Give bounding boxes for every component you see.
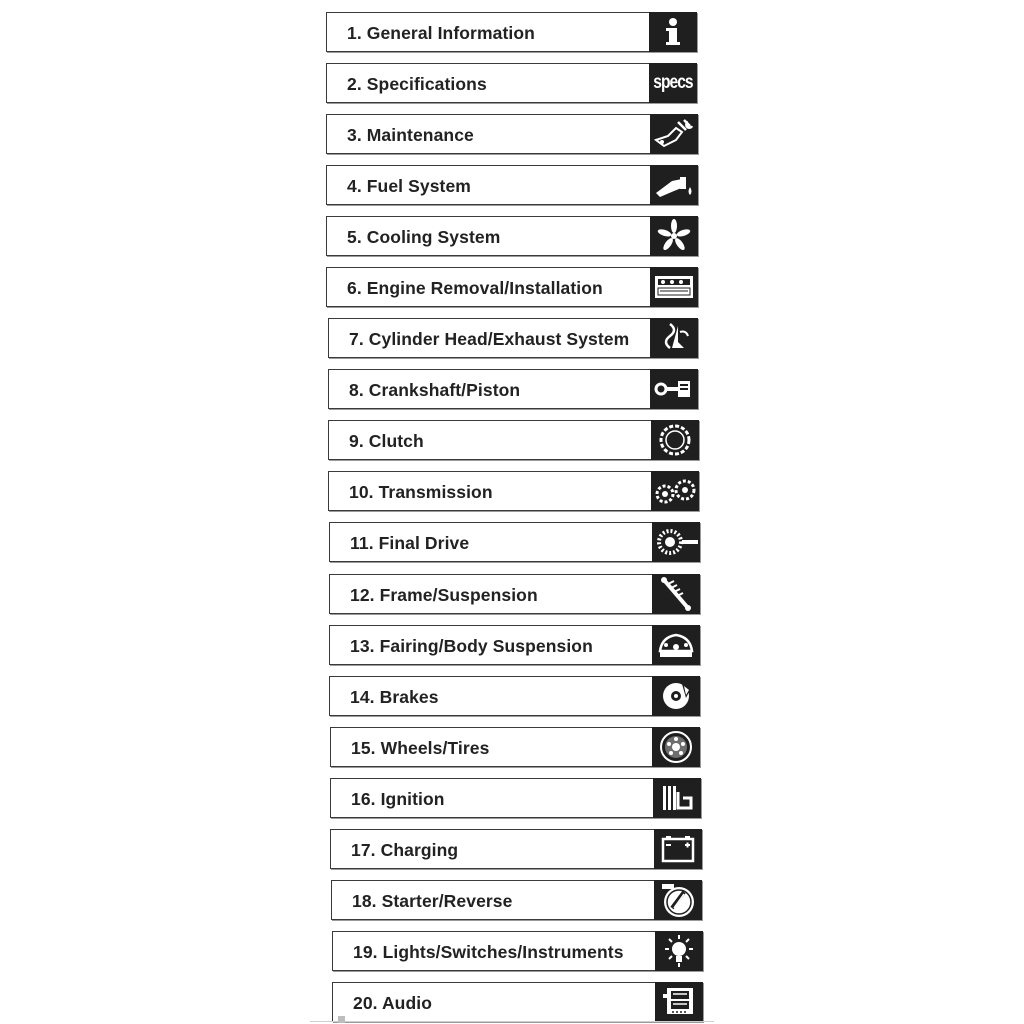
section-label: 6. Engine Removal/Installation bbox=[347, 278, 603, 298]
light-bulb-icon bbox=[655, 931, 703, 971]
valve-icon bbox=[650, 318, 698, 358]
piston-icon bbox=[650, 369, 698, 409]
battery-icon bbox=[654, 829, 702, 869]
section-tab-maintenance[interactable] bbox=[326, 114, 698, 154]
section-label: 14. Brakes bbox=[350, 687, 439, 707]
info-icon bbox=[649, 12, 697, 52]
section-label: 5. Cooling System bbox=[347, 227, 501, 247]
specs-icon-text: specs bbox=[653, 71, 693, 93]
section-tab-specifications[interactable] bbox=[326, 63, 697, 103]
fuel-nozzle-icon bbox=[650, 165, 698, 205]
section-tab-starter-reverse[interactable] bbox=[331, 880, 702, 920]
gears-icon bbox=[651, 471, 699, 511]
section-tab-ignition[interactable] bbox=[330, 778, 701, 818]
section-tab-charging[interactable] bbox=[330, 829, 702, 869]
specs-icon bbox=[649, 63, 697, 103]
section-label: 7. Cylinder Head/Exhaust System bbox=[349, 329, 630, 349]
wheel-icon bbox=[652, 727, 700, 767]
section-label: 12. Frame/Suspension bbox=[350, 585, 538, 605]
section-label: 11. Final Drive bbox=[350, 533, 470, 553]
section-label: 8. Crankshaft/Piston bbox=[349, 380, 521, 400]
page-corner-mark bbox=[338, 1016, 345, 1023]
section-tab-general-information[interactable] bbox=[326, 12, 697, 52]
section-tab-frame-suspension[interactable] bbox=[329, 574, 700, 614]
section-tab-fuel-system[interactable] bbox=[326, 165, 698, 205]
section-label: 16. Ignition bbox=[351, 789, 445, 809]
fairing-icon bbox=[652, 625, 700, 665]
page-bottom-rule bbox=[310, 1021, 714, 1022]
section-tab-clutch[interactable] bbox=[328, 420, 699, 460]
section-label: 17. Charging bbox=[351, 840, 459, 860]
brake-disc-icon bbox=[652, 676, 700, 716]
section-tab-audio[interactable] bbox=[332, 982, 703, 1022]
section-tab-cooling-system[interactable] bbox=[326, 216, 698, 256]
shock-absorber-icon bbox=[652, 574, 700, 614]
section-tab-final-drive[interactable] bbox=[329, 522, 700, 562]
section-tab-lights-switches-instruments[interactable] bbox=[332, 931, 703, 971]
section-tab-wheels-tires[interactable] bbox=[330, 727, 700, 767]
section-tab-transmission[interactable] bbox=[328, 471, 699, 511]
section-tab-fairing-body-suspension[interactable] bbox=[329, 625, 700, 665]
section-label: 20. Audio bbox=[353, 993, 433, 1013]
section-label: 1. General Information bbox=[347, 23, 535, 43]
clutch-icon bbox=[651, 420, 699, 460]
starter-button-icon bbox=[654, 880, 702, 920]
section-label: 15. Wheels/Tires bbox=[351, 738, 490, 758]
engine-icon bbox=[650, 267, 698, 307]
section-label: 4. Fuel System bbox=[347, 176, 471, 196]
section-tab-crankshaft-piston[interactable] bbox=[328, 369, 698, 409]
drive-gear-icon bbox=[652, 522, 700, 562]
section-label: 18. Starter/Reverse bbox=[352, 891, 513, 911]
section-tab-cylinder-head-exhaust-system[interactable] bbox=[328, 318, 698, 358]
ignition-coil-icon bbox=[653, 778, 701, 818]
section-label: 3. Maintenance bbox=[347, 125, 474, 145]
section-label: 19. Lights/Switches/Instruments bbox=[353, 942, 624, 962]
section-label: 10. Transmission bbox=[349, 482, 493, 502]
section-label: 13. Fairing/Body Suspension bbox=[350, 636, 593, 656]
section-tab-brakes[interactable] bbox=[329, 676, 700, 716]
fan-icon bbox=[650, 216, 698, 256]
section-label: 2. Specifications bbox=[347, 74, 487, 94]
radio-icon bbox=[655, 982, 703, 1022]
section-tab-engine-removal-installation[interactable] bbox=[326, 267, 698, 307]
section-label: 9. Clutch bbox=[349, 431, 424, 451]
wrench-hand-icon bbox=[650, 114, 698, 154]
